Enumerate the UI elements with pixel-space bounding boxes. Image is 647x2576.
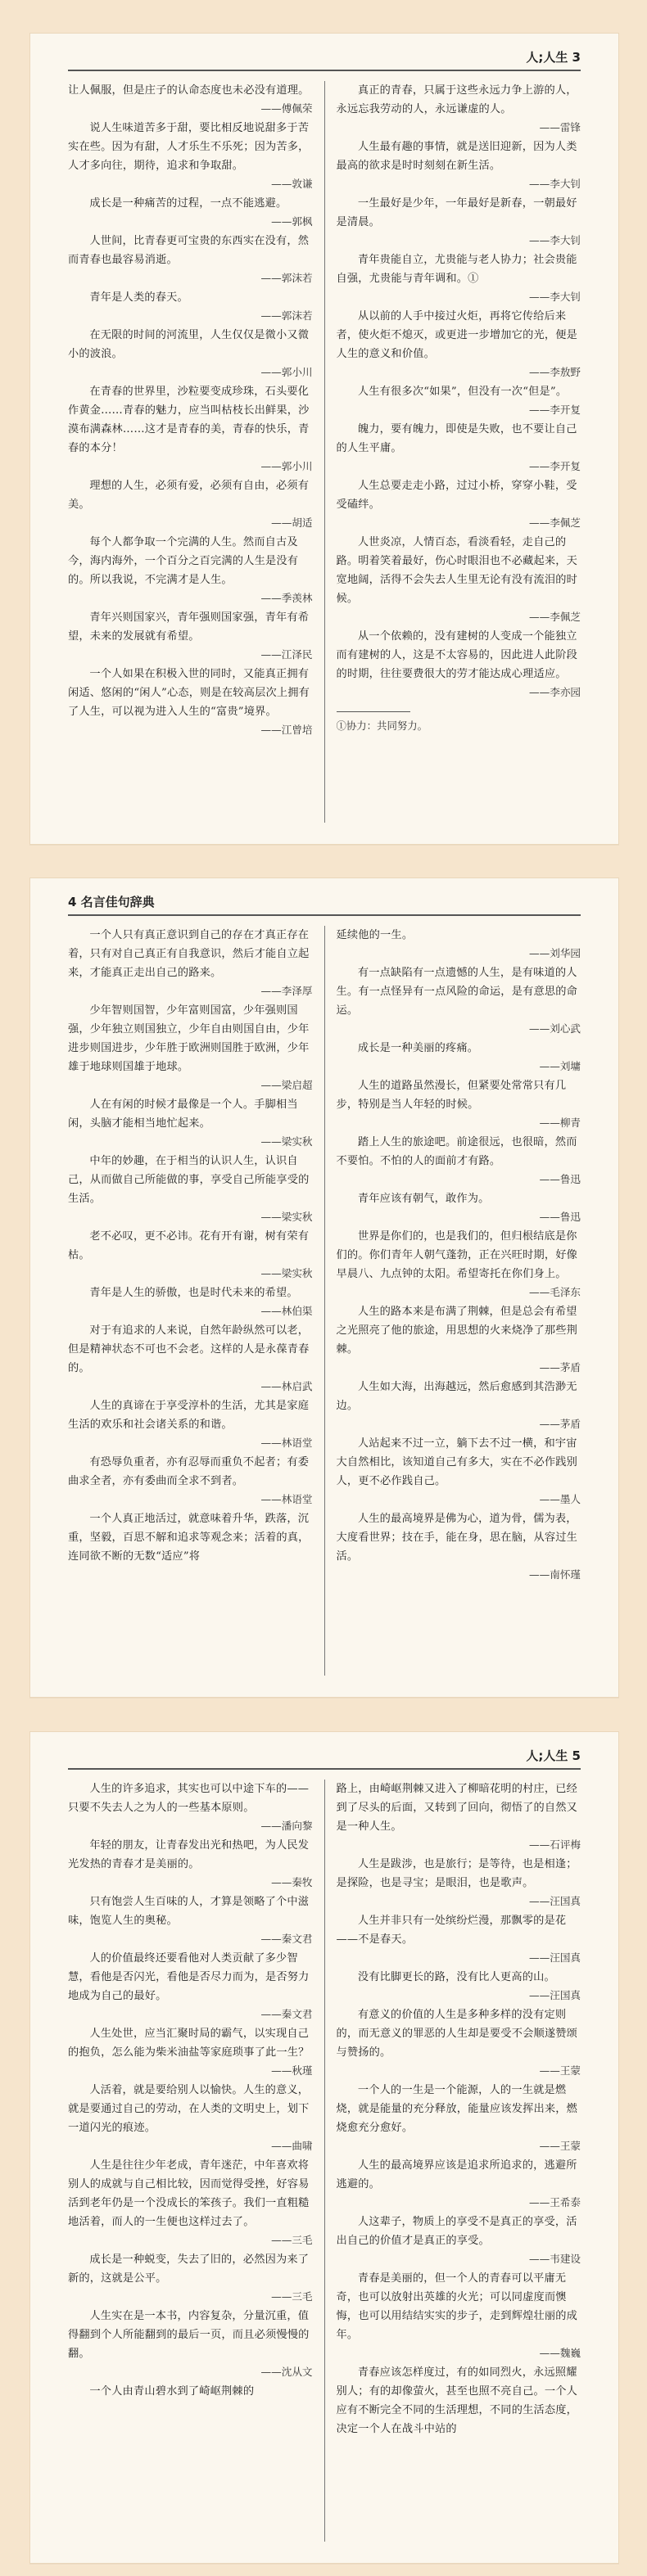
quote-author: ——茅盾: [539, 1361, 581, 1374]
quote-author: ——汪国真: [529, 1895, 581, 1907]
quote-author: ——李佩芝: [529, 517, 581, 529]
quote-text: 世界是你们的，也是我们的，但归根结底是你们的。你们青年人朝气蓬勃，正在兴旺时期，好像早晨八、九点钟的太阳。希望寄托在你们身上。: [336, 1230, 578, 1280]
quote-author: ——李泽厚: [260, 985, 313, 997]
quote-item: [68, 1321, 313, 1396]
quote-item: [68, 2081, 313, 2155]
quote-author: ——秦文君: [260, 2008, 313, 2020]
quote-item: [337, 420, 581, 476]
quote-author: ——梁实秋: [260, 1267, 313, 1279]
quote-item: [68, 608, 313, 664]
quote-author: ——毛泽东: [529, 1286, 581, 1298]
quote-text: 人生的许多追求，其实也可以中途下车的——只要不失去人之为人的一些基本原则。: [68, 1783, 310, 1814]
quote-author: ——李开复: [529, 460, 581, 472]
right-column: [325, 1780, 581, 2542]
two-column-body: [68, 1780, 581, 2542]
quote-item: [337, 2005, 581, 2080]
quote-item: [68, 1836, 313, 1892]
quote-text: 有恐辱负重者，亦有忍辱而重负不起者；有委曲求全者，亦有委曲而全求不到者。: [68, 1456, 310, 1487]
quote-text: 青年应该有朝气，敢作为。: [357, 1193, 490, 1205]
quote-author: ——茅盾: [539, 1418, 581, 1430]
quote-text: 人活着，就是要给别人以愉快。人生的意义，就是要通过自己的劳动，在人类的文明史上，划下一道闪光的痕迹。: [68, 2084, 310, 2134]
quote-item: [337, 2213, 581, 2268]
quote-text: 对于有追求的人来说，自然年龄纵然可以老，但是精神状态不可也不会老。这样的人是永葆青春的。: [68, 1324, 310, 1374]
quote-author: ——江泽民: [260, 648, 313, 661]
quote-author: ——李亦园: [529, 686, 581, 698]
quote-author: ——李开复: [529, 404, 581, 416]
right-column: [325, 81, 581, 823]
quote-text: 人的价值最终还要看他对人类贡献了多少智慧，看他是否闪光，看他是否尽力而为，是否努力地成为自己的最好。: [68, 1952, 310, 2002]
quote-item: [337, 250, 581, 306]
quote-author: ——石评梅: [529, 1838, 581, 1851]
footnote: ①协力：共同努力。: [336, 720, 428, 732]
quote-item: [337, 1302, 581, 1377]
quote-text: 人生的路本来是布满了荆棘，但是总会有希望之光照亮了他的旅途，用思想的火来烧净了那些荆棘。: [336, 1306, 578, 1356]
two-column-body: [68, 926, 581, 1676]
quote-author: ——梁实秋: [260, 1135, 313, 1148]
quote-item: [68, 326, 313, 381]
quote-author: ——鲁迅: [539, 1211, 581, 1223]
quote-text: 一生最好是少年，一年最好是新春，一朝最好是清晨。: [336, 197, 577, 228]
quote-text: 让人佩服，但是庄子的认命态度也未必没有道理。: [68, 84, 310, 97]
quote-item: [337, 2156, 581, 2212]
quote-item: [337, 533, 581, 626]
quote-text: 老不必叹，更不必讳。花有开有谢，树有荣有枯。: [68, 1230, 310, 1261]
quote-text: 一个人由青山碧水到了崎岖荆棘的: [89, 2385, 255, 2398]
quote-author: ——汪国真: [529, 1951, 581, 1964]
quote-text: 人世间，比青春更可宝贵的东西实在没有，然而青春也最容易消逝。: [68, 235, 310, 266]
quote-author: ——郭小川: [260, 366, 313, 378]
quote-item: [337, 2269, 581, 2362]
two-column-body: [68, 81, 581, 823]
quote-item: [337, 963, 581, 1038]
quote-item: [337, 1780, 581, 1854]
quote-text: 人生处世，应当汇聚时局的霸气，以实现自己的抱负，怎么能为柴米油盐等家庭琐事了此一生？: [68, 2028, 310, 2059]
quote-item: [68, 2024, 313, 2080]
quote-author: ——南怀瑾: [529, 1568, 581, 1581]
quote-item: [337, 1039, 581, 1076]
quote-text: 人生如大海，出海越远，然后愈感到其浩渺无边。: [336, 1381, 577, 1412]
quote-text: 人生总要走走小路，过过小桥，穿穿小鞋，受受磕绊。: [336, 480, 577, 511]
quote-item: [68, 1396, 313, 1452]
quote-text: 每个人都争取一个完满的人生。然而自古及今，海内海外，一个百分之百完满的人生是没有的。所以我说，不完满才是人生。: [68, 536, 299, 586]
quote-text: 成长是一种美丽的疼痛。: [357, 1042, 479, 1054]
quote-item: [68, 81, 313, 118]
quote-author: ——鲁迅: [539, 1173, 581, 1185]
quote-item: [337, 2081, 581, 2155]
quote-author: ——秦文君: [260, 1933, 313, 1945]
quote-item: [337, 1968, 581, 2005]
quote-item: [337, 1855, 581, 1911]
quote-author: ——秦牧: [271, 1876, 313, 1888]
quote-item: [68, 1152, 313, 1226]
quote-item: [68, 2382, 313, 2401]
quote-item: [68, 1509, 313, 1566]
quote-item: [68, 382, 313, 476]
right-column: [325, 926, 581, 1676]
quote-item: [68, 1453, 313, 1509]
quote-text: 中年的妙趣，在于相当的认识人生，认识自己，从而做自己所能做的事，享受自己所能享受的生活。: [68, 1155, 310, 1205]
quote-text: 理想的人生，必须有爱，必须有自由，必须有美。: [68, 480, 310, 511]
quote-author: ——李大钊: [529, 234, 581, 246]
quote-text: 人生是往往少年老成，青年迷茫，中年喜欢将别人的成就与自己相比较，因而觉得受挫，好容易活到老年仍是一个没成长的笨孩子。我们一直粗糙地活着，而人的一生便也这样过去了。: [68, 2159, 310, 2228]
quote-text: 人生有很多次“如果”，但没有一次“但是”。: [357, 386, 568, 398]
quote-author: ——王希泰: [529, 2196, 581, 2208]
quote-item: [68, 1780, 313, 1835]
header-rule: [68, 70, 581, 71]
quote-text: 人生并非只有一处缤纷烂漫，那飘零的是花——不是春天。: [336, 1915, 567, 1946]
quote-text: 人站起来不过一立，躺下去不过一横，和宇宙大自然相比，该知道自己有多大，实在不必作践别人，更不必作践自己。: [336, 1437, 578, 1487]
quote-author: ——魏巍: [539, 2347, 581, 2359]
quote-item: [337, 926, 581, 963]
quote-item: [337, 1378, 581, 1433]
quote-item: [337, 2363, 581, 2438]
quote-author: ——梁启超: [260, 1079, 313, 1091]
quote-item: [68, 1095, 313, 1151]
quote-text: 青春应该怎样度过，有的如同烈火，永远照耀别人；有的却像萤火，甚至也照不亮自己。一个人应有不断完全不同的生活理想，不同的生活态度，决定一个人在战斗中站的: [336, 2366, 578, 2435]
quote-text: 人生的最高境界应该是追求所追求的，逃避所逃避的。: [336, 2159, 577, 2190]
quote-author: ——李佩芝: [529, 611, 581, 623]
quote-author: ——林伯渠: [260, 1305, 313, 1317]
quote-text: 年轻的朋友，让青春发出光和热吧，为人民发光发热的青春才是美丽的。: [68, 1839, 310, 1870]
quote-text: 延续他的一生。: [336, 929, 414, 941]
quote-item: [337, 1434, 581, 1509]
quote-text: 成长是一种蜕变，失去了旧的，必然因为来了新的，这就是公平。: [68, 2253, 310, 2285]
header-rule: [68, 914, 581, 916]
quote-item: [68, 1227, 313, 1283]
quote-author: ——墨人: [539, 1493, 581, 1505]
book-page-4: [29, 877, 619, 1698]
quote-author: ——柳青: [539, 1117, 581, 1129]
quote-text: 人生实在是一本书，内容复杂，分量沉重，值得翻到个人所能翻到的最后一页，而且必须慢慢的翻。: [68, 2310, 310, 2360]
quote-author: ——韦建设: [529, 2253, 581, 2265]
footnote-rule: [337, 711, 410, 712]
quote-text: 只有饱尝人生百味的人，才算是领略了个中滋味，饱览人生的奥秘。: [68, 1896, 310, 1927]
quote-text: 成长是一种痛苦的过程，一点不能逃避。: [89, 197, 287, 210]
quote-text: 有意义的价值的人生是多种多样的没有定则的，而无意义的罪恶的人生却是要受不会顺遂赞颂与赞扬的。: [336, 2009, 578, 2059]
quote-item: [68, 288, 313, 325]
quote-item: [337, 1911, 581, 1967]
quote-item: [68, 2307, 313, 2381]
quote-author: ——刘心武: [529, 1022, 581, 1035]
page-header: 4 名言佳句辞典: [68, 895, 155, 909]
quote-item: [68, 119, 313, 193]
quote-item: [68, 1949, 313, 2023]
quote-text: 有一点缺陷有一点遗憾的人生，是有味道的人生。有一点怪异有一点风险的命运，是有意思的命运。: [336, 967, 578, 1017]
quote-author: ——雷锋: [539, 121, 581, 133]
quote-text: 人生的真谛在于享受淳朴的生活，尤其是家庭生活的欢乐和社会诸关系的和谐。: [68, 1400, 310, 1431]
quote-text: 从以前的人手中接过火炬，再将它传给后来者，使火炬不熄灭，或更进一步增加它的光，便是人生的意义和价值。: [336, 310, 578, 360]
quote-author: ——沈从文: [260, 2366, 313, 2378]
quote-text: 青年贵能自立，尤贵能与老人协力；社会贵能自强，尤贵能与青年调和。①: [336, 254, 577, 285]
quote-item: [68, 665, 313, 739]
quote-text: 一个人如果在积极入世的同时，又能真正拥有闲适、悠闲的“闲人”心态，则是在较高层次上拥有了人生，可以视为进入人生的“富贵”境界。: [68, 668, 310, 718]
quote-author: ——李敖野: [529, 366, 581, 378]
quote-text: 人世炎凉，人情百态，看淡看轻，走自己的路。明着笑着最好，伤心时眼泪也不必藏起来，天宽地阔，活得不会失去人生里无论有没有流泪的时候。: [336, 536, 578, 605]
quote-text: 在青春的世界里，沙粒要变成珍珠，石头要化作黄金……青春的魅力，应当叫枯枝长出鲜果，沙漠布满森林……这才是青春的美，青春的快乐，青春的本分！: [68, 386, 310, 454]
quote-author: ——梁实秋: [260, 1211, 313, 1223]
quote-item: [68, 476, 313, 532]
quote-author: ——李大钊: [529, 291, 581, 303]
header-rule: [68, 1768, 581, 1770]
quote-author: ——刘华园: [529, 947, 581, 959]
quote-item: [337, 1133, 581, 1189]
quote-text: 人生最有趣的事情，就是送旧迎新，因为人类最高的欲求是时时刻刻在新生活。: [336, 141, 577, 172]
quote-item: [68, 1893, 313, 1948]
book-page-5: [29, 1731, 619, 2564]
quote-author: ——曲啸: [271, 2140, 313, 2152]
quote-text: 一个人只有真正意识到自己的存在才真正存在着，只有对自己真正有自我意识，然后才能自立起来，才能真正走出自己的路来。: [68, 929, 310, 979]
left-column: [68, 926, 325, 1676]
quote-item: [337, 194, 581, 250]
quote-item: [337, 307, 581, 381]
quote-author: ——郭小川: [260, 460, 313, 472]
quote-item: [68, 2250, 313, 2306]
quote-item: [337, 81, 581, 137]
quote-text: 人在有闲的时候才最像是一个人。手脚相当闲，头脑才能相当地忙起来。: [68, 1099, 298, 1130]
quote-author: ——林启武: [260, 1380, 313, 1392]
quote-text: 青年是人生的骄傲，也是时代未来的希望。: [89, 1287, 298, 1299]
quote-item: [337, 382, 581, 419]
quote-author: ——郭枫: [271, 215, 313, 228]
quote-text: 青春是美丽的，但一个人的青春可以平庸无奇，也可以放射出英雄的火光；可以同虚度而懊悔，也可以用结结实实的步子，走到辉煌壮丽的成年。: [336, 2272, 578, 2341]
quote-author: ——林语堂: [260, 1493, 313, 1505]
quote-text: 在无限的时间的河流里，人生仅仅是微小又微小的波浪。: [68, 329, 310, 360]
quote-text: 魄力，要有魄力，即使是失败，也不要让自己的人生平庸。: [336, 423, 577, 454]
quote-author: ——潘向黎: [260, 1820, 313, 1832]
page-header: 人;人生 5: [526, 1748, 581, 1763]
quote-item: [337, 138, 581, 193]
quote-item: [68, 926, 313, 1000]
quote-text: 青年是人类的春天。: [89, 291, 188, 304]
quote-author: ——秋瑾: [271, 2064, 313, 2077]
quote-item: [337, 1509, 581, 1584]
quote-author: ——三毛: [271, 2290, 313, 2303]
quote-text: 人生是跋涉，也是旅行；是等待，也是相逢；是探险，也是寻宝；是眼泪，也是歌声。: [336, 1858, 577, 1889]
quote-text: 一个人的一生是一个能源，人的一生就是燃烧，就是能量的充分释放，能量应该发挥出来，燃烧愈充分愈好。: [336, 2084, 578, 2134]
left-column: [68, 1780, 325, 2542]
quote-text: 没有比脚更长的路，没有比人更高的山。: [357, 1971, 555, 1983]
quote-author: ——汪国真: [529, 1989, 581, 2001]
quote-author: ——郭沫若: [260, 272, 313, 284]
quote-author: ——王蒙: [539, 2064, 581, 2077]
quote-author: ——敦谦: [271, 178, 313, 190]
quote-text: 路上，由崎岖荆棘又进入了柳暗花明的村庄，已经到了尽头的后面，又转到了回向，彻悟了的自然又是一种人生。: [336, 1783, 578, 1833]
quote-text: 人生的最高境界是佛为心，道为骨，儒为表，大度看世界；技在手，能在身，思在脑，从容过生活。: [336, 1513, 578, 1563]
quote-text: 人生的道路虽然漫长，但紧要处常常只有几步，特别是当人年轻的时候。: [336, 1080, 567, 1111]
quote-author: ——林语堂: [260, 1437, 313, 1449]
quote-item: [68, 1283, 313, 1320]
quote-item: [68, 194, 313, 231]
left-column: [68, 81, 325, 823]
quote-item: [337, 1227, 581, 1302]
quote-author: ——李大钊: [529, 178, 581, 190]
quote-item: [68, 1001, 313, 1094]
quote-text: 说人生味道苦多于甜，要比相反地说甜多于苦实在些。因为有甜，人才乐生不乐死；因为苦多，人才多向往，期待，追求和争取甜。: [68, 122, 310, 172]
quote-text: 真正的青春，只属于这些永远力争上游的人，永远忘我劳动的人，永远谦虚的人。: [336, 84, 577, 115]
quote-author: ——胡适: [271, 517, 313, 529]
quote-text: 少年智则国智，少年富则国富，少年强则国强，少年独立则国独立，少年自由则国自由，少年进步则国进步，少年胜于欧洲则国胜于欧洲，少年雄于地球则国雄于地球。: [68, 1004, 310, 1073]
quote-item: [337, 1189, 581, 1226]
quote-item: [68, 2156, 313, 2249]
quote-author: ——傅佩荣: [260, 102, 313, 115]
quote-item: [68, 533, 313, 607]
quote-text: 人这辈子，物质上的享受不是真正的享受，活出自己的价值才是真正的享受。: [336, 2216, 577, 2247]
quote-item: [337, 476, 581, 532]
book-page-3: [29, 33, 619, 845]
quote-author: ——江曾培: [260, 724, 313, 736]
quote-item: [337, 627, 581, 702]
quote-author: ——郭沫若: [260, 309, 313, 322]
quote-author: ——季羡林: [260, 592, 313, 604]
page-header: 人;人生 3: [526, 50, 581, 65]
quote-text: 踏上人生的旅途吧。前途很远，也很暗，然而不要怕。不怕的人的面前才有路。: [336, 1136, 577, 1167]
quote-author: ——三毛: [271, 2234, 313, 2246]
quote-text: 从一个依赖的，没有建树的人变成一个能独立而有建树的人，这是不太容易的，因此进人此阶段的时期，往往要费很大的劳才能达成心理适应。: [336, 630, 578, 680]
quote-item: [68, 232, 313, 287]
quote-author: ——王蒙: [539, 2140, 581, 2152]
quote-text: 一个人真正地活过，就意味着升华，跌落，沉重，坚毅，百思不解和追求等观念来；活着的真，连同欲不断的无数“适应”将: [68, 1513, 310, 1563]
quote-item: [337, 1076, 581, 1132]
quote-text: 青年兴则国家兴，青年强则国家强，青年有希望，未来的发展就有希望。: [68, 611, 310, 643]
quote-author: ——刘墉: [539, 1060, 581, 1072]
